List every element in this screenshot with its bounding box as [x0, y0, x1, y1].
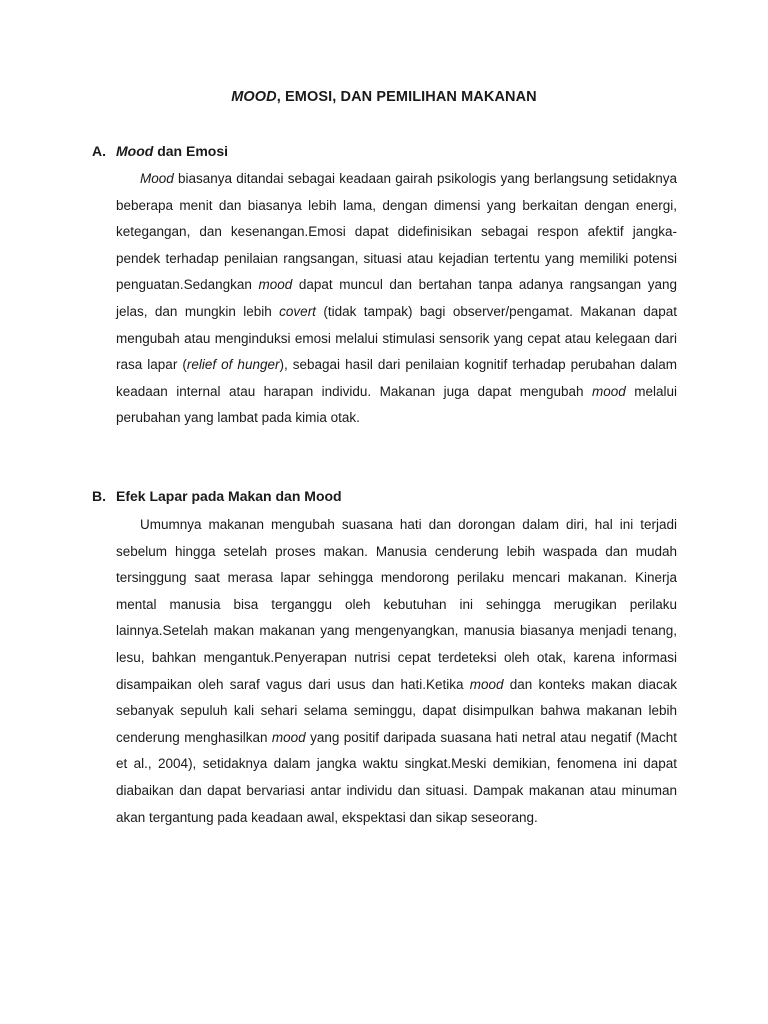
italic-term: relief of hunger	[186, 357, 280, 373]
document-title-rest: , EMOSI, DAN PEMILIHAN MAKANAN	[276, 89, 537, 105]
italic-term: mood	[271, 729, 306, 745]
section-heading-italic: Mood	[116, 143, 154, 159]
section-heading-b	[92, 488, 342, 504]
italic-term: mood	[592, 383, 626, 399]
section-a-paragraph: Mood biasanya ditandai sebagai keadaan gairah psikologis yang berlangsung setidaknya beberapa menit dan biasanya lebih lama, dengan dimensi yang berkaitan dengan energi, ketegangan, dan kesenangan.Emosi dapat didefinisikan sebagai respon afektif jangka-pendek terhadap penilaian rangsangan, situasi atau kejadian tertentu yang memiliki potensi penguatan.Sedangkan mood dapat muncul dan bertahan tanpa adanya rangsangan yang jelas, dan mungkin lebih covert (tidak tampak) bagi observer/pengamat. Makanan dapat mengubah atau menginduksi emosi melalui stimulasi sensorik yang cepat atau kelegaan dari rasa lapar (relief of hunger), sebagai hasil dari penilaian kognitif terhadap perubahan dalam keadaan internal atau harapan individu. Makanan juga dapat mengubah mood melalui perubahan yang lambat pada kimia otak.	[116, 171, 677, 426]
section-letter: B.	[92, 488, 106, 504]
document-title	[0, 89, 768, 105]
section-heading-a	[92, 143, 228, 159]
section-letter: A.	[92, 143, 106, 159]
italic-term: covert	[279, 303, 316, 319]
italic-term: Mood	[140, 171, 174, 186]
document-title-italic: MOOD	[231, 89, 277, 105]
section-b-paragraph: Umumnya makanan mengubah suasana hati dan dorongan dalam diri, hal ini terjadi sebelum hingga setelah proses makan. Manusia cenderung lebih waspada dan mudah tersinggung saat merasa lapar sehingga mendorong perilaku mencari makanan. Kinerja mental manusia bisa terganggu oleh kebutuhan ini sehingga merugikan perilaku lainnya.Setelah makan makanan yang mengenyangkan, manusia biasanya menjadi tenang, lesu, bahkan mengantuk.Penyerapan nutrisi cepat terdeteksi oleh otak, karena informasi disampaikan oleh saraf vagus dari usus dan hati.Ketika mood dan konteks makan diacak sebanyak sepuluh kali sehari selama seminggu, dapat disimpulkan bahwa makanan lebih cenderung menghasilkan mood yang positif daripada suasana hati netral atau negatif (Macht et al., 2004), setidaknya dalam jangka waktu singkat.Meski demikian, fenomena ini dapat diabaikan dan dapat bervariasi antar individu dan situasi. Dampak makanan atau minuman akan tergantung pada keadaan awal, ekspektasi dan sikap seseorang.	[116, 517, 677, 825]
italic-term: mood	[258, 277, 293, 293]
section-heading-text: Efek Lapar pada Makan dan Mood	[116, 488, 342, 504]
italic-term: mood	[469, 676, 504, 692]
section-heading-text: dan Emosi	[153, 143, 229, 159]
